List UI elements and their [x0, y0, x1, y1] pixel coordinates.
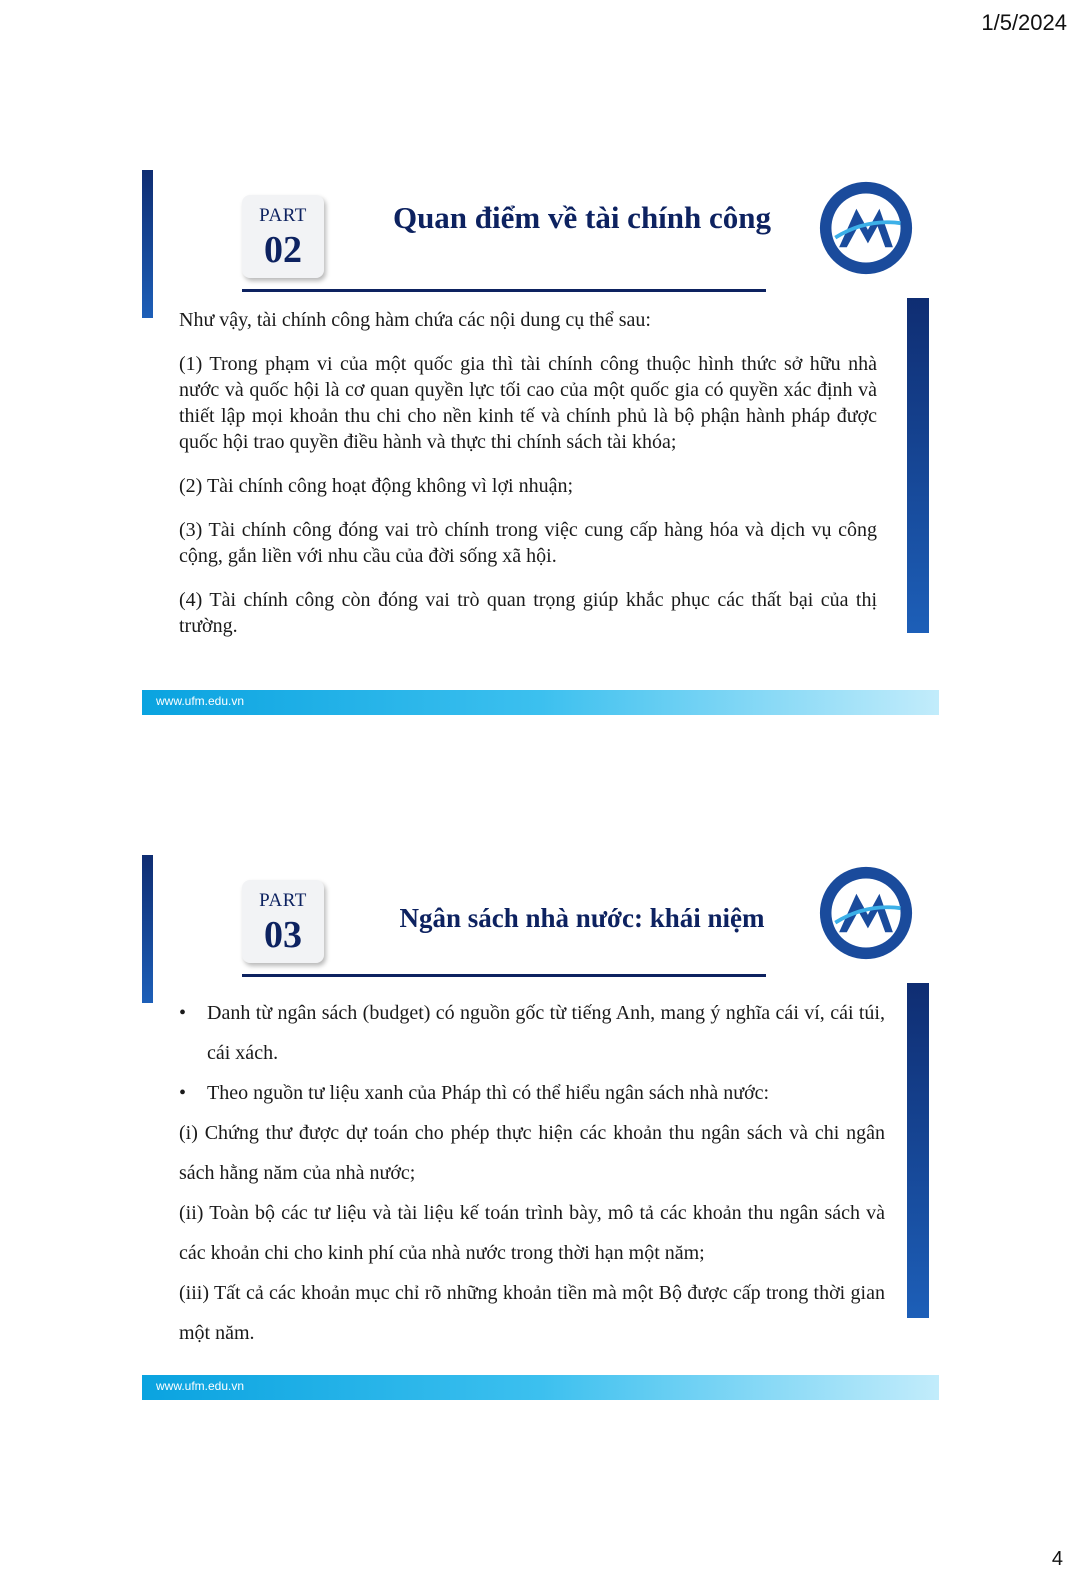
slide-part-02	[142, 170, 939, 720]
page-number: 4	[1051, 1548, 1063, 1570]
paragraph: (iii) Tất cả các khoản mục chỉ rõ những khoản tiền mà một Bộ được cấp trong thời gian một năm.	[179, 1282, 885, 1344]
paragraph: (ii) Toàn bộ các tư liệu và tài liệu kế toán trình bày, mô tả các khoản thu ngân sách và các khoản chi cho kinh phí của nhà nước trong thời hạn một năm;	[179, 1202, 885, 1264]
title-underline	[242, 974, 766, 977]
bullet-symbol: •	[179, 1082, 187, 1104]
part-number: 03	[264, 914, 302, 956]
part-label: PART	[259, 205, 307, 226]
slide-title: Ngân sách nhà nước: khái niệm	[399, 903, 765, 933]
paragraph: Như vậy, tài chính công hàm chứa các nội dung cụ thể sau:	[179, 309, 651, 331]
footer-bar	[142, 1375, 939, 1400]
bullet-symbol: •	[179, 1002, 187, 1024]
part-number: 02	[264, 229, 302, 271]
slide-part-03	[142, 855, 939, 1405]
footer-url: www.ufm.edu.vn	[156, 1379, 245, 1393]
part-badge	[242, 195, 324, 278]
bullet-text: Theo nguồn tư liệu xanh của Pháp thì có thể hiểu ngân sách nhà nước:	[207, 1082, 770, 1104]
bullet-item	[179, 1073, 885, 1113]
left-accent-bar	[142, 855, 153, 1003]
title-underline	[242, 289, 766, 292]
slide-body	[179, 307, 877, 657]
slide-body	[179, 993, 885, 1353]
bullet-item	[179, 993, 885, 1073]
paragraph: (3) Tài chính công đóng vai trò chính trong việc cung cấp hàng hóa và dịch vụ công cộng, gắn liền với nhu cầu của đời sống xã hội.	[179, 519, 877, 567]
paragraph: (1) Trong phạm vi của một quốc gia thì tài chính công thuộc hình thức sở hữu nhà nước và quốc hội là cơ quan quyền lực tối cao của một quốc gia có quyền xác định và thiết lập mọi khoản thu chi cho nền kinh tế và chính phủ là bộ phận hành pháp được quốc hội trao quyền điều hành và thực thi chính sách tài khóa;	[179, 353, 877, 453]
slide-title: Quan điểm về tài chính công	[392, 200, 772, 235]
footer-url: www.ufm.edu.vn	[156, 694, 245, 708]
paragraph: (4) Tài chính công còn đóng vai trò quan trọng giúp khắc phục các thất bại của thị trường.	[179, 589, 877, 637]
left-accent-bar	[142, 170, 153, 318]
university-logo	[818, 180, 914, 276]
bullet-text: Danh từ ngân sách (budget) có nguồn gốc từ tiếng Anh, mang ý nghĩa cái ví, cái túi, cái xách.	[207, 1002, 885, 1064]
part-badge	[242, 880, 324, 963]
footer-bar	[142, 690, 939, 715]
right-accent-bar	[907, 298, 929, 633]
university-logo	[818, 865, 914, 961]
right-accent-bar	[907, 983, 929, 1318]
paragraph: (i) Chứng thư được dự toán cho phép thực hiện các khoản thu ngân sách và chi ngân sách hằng năm của nhà nước;	[179, 1122, 885, 1184]
page-date: 1/5/2024	[981, 10, 1067, 35]
part-label: PART	[259, 890, 307, 911]
paragraph: (2) Tài chính công hoạt động không vì lợi nhuận;	[179, 475, 574, 497]
